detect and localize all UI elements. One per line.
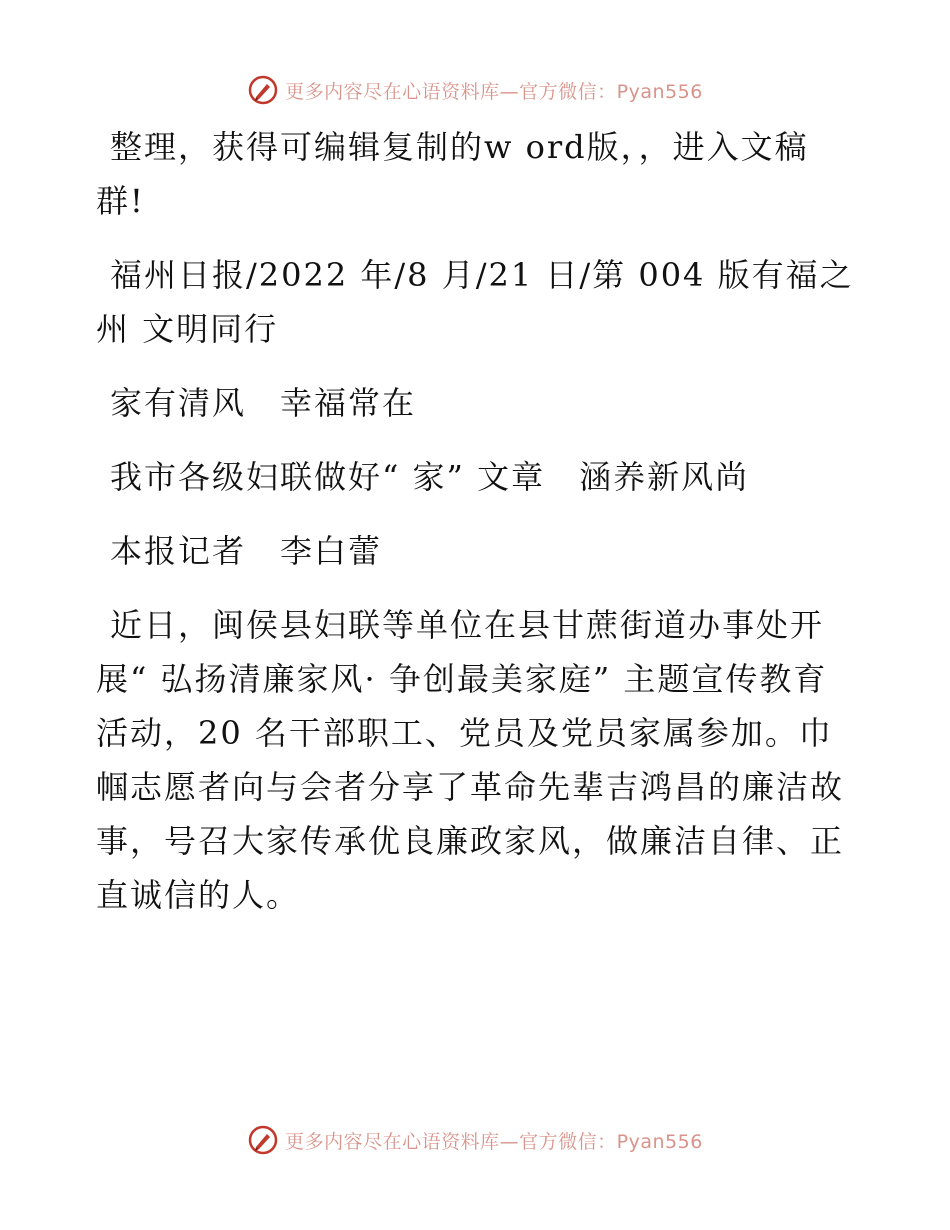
article-byline: 本报记者 李白蕾 (110, 532, 383, 570)
article-headline: 家有清风 幸福常在 (110, 384, 417, 422)
article-body-paragraph: 近日，闽侯县妇联等单位在县甘蔗街道办事处开展“ 弘扬清廉家风· 争创最美家庭” 主题宣传教育活动，20 名干部职工、党员及党员家属参加。巾帼志愿者向与会者分享了革命先辈吉鸿昌的廉洁故事，号召大家传承优良廉政家风，做廉洁自律、正直诚信的人。 (96, 606, 845, 914)
pen-logo-icon (247, 74, 279, 106)
article-subheadline: 我市各级妇联做好“ 家” 文章 涵养新风尚 (110, 458, 750, 496)
paragraph-notice: 整理，获得可编辑复制的w ord版，，进入文稿群! (96, 128, 809, 220)
pen-logo-icon (247, 1124, 279, 1156)
footer-watermark (0, 1122, 950, 1158)
header-watermark (0, 72, 950, 108)
watermark-text: 更多内容尽在心语资料库—官方微信：Pyan556 (285, 80, 703, 103)
watermark-text: 更多内容尽在心语资料库—官方微信：Pyan556 (285, 1130, 703, 1153)
document-body (96, 120, 856, 942)
paragraph-source: 福州日报/2022 年/8 月/21 日/第 004 版有福之州 文明同行 (96, 256, 854, 348)
